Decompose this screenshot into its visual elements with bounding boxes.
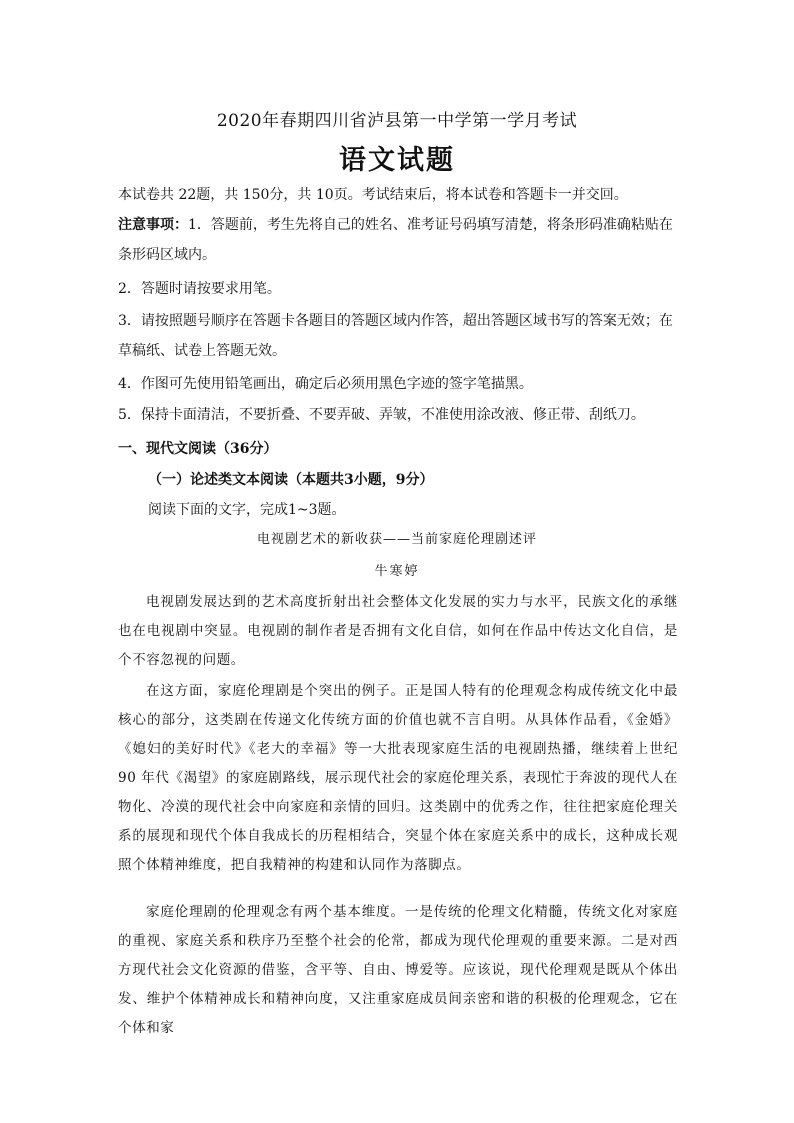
note-item-5: 5．保持卡面清洁，不要折叠、不要弄破、弄皱，不准使用涂改液、修正带、刮纸刀。 [118, 407, 645, 423]
article-paragraph-1: 电视剧发展达到的艺术高度折射出社会整体文化发展的实力与水平，民族文化的承继也在电视剧中突显。电视剧的制作者是否拥有文化自信，如何在作品中传达文化自信，是个不容忽视的问题。 [118, 594, 678, 668]
subsection-heading: （一）论述类文本阅读（本题共3小题，9分） [148, 472, 434, 488]
section-heading: 一、现代文阅读（36分） [118, 441, 278, 457]
exam-title: 2020年春期四川省泸县第一中学第一学月考试 [216, 111, 578, 131]
article-author: 牛寒婷 [374, 564, 420, 579]
note-item-4: 4．作图可先使用铅笔画出，确定后必须用黑色字迹的签字笔描黑。 [118, 376, 533, 392]
exam-intro: 本试卷共 22题，共 150分，共 10页。考试结束后，将本试卷和答题卡一并交回。 [118, 187, 628, 203]
note-item-3: 3．请按照题号顺序在答题卡各题目的答题区域内作答，超出答题区域书写的答案无效；在草稿纸、试卷上答题无效。 [118, 313, 673, 359]
note-item-1 [118, 210, 678, 270]
exam-subject-title: 语文试题 [339, 145, 455, 176]
note-text-1: 1．答题前，考生先将自己的姓名、准考证号码填写清楚，将条形码准确粘贴在条形码区域内。 [118, 217, 673, 263]
note-item-2: 2．答题时请按要求用笔。 [118, 281, 281, 297]
article-paragraph-2: 在这方面，家庭伦理剧是个突出的例子。正是国人特有的伦理观念构成传统文化中最核心的部分，这类剧在传递文化传统方面的价值也就不言自明。从具体作品看，《金婚》《媳妇的美好时代》《老大的幸福》等一大批表现家庭生活的电视剧热播，继续着上世纪 90 年代《渴望》的家庭剧路线，展示现代社会的家庭伦理关系，表现忙于奔波的现代人在物化、冷漠的现代社会中向家庭和亲情的回归。这类剧中的优秀之作，往往把家庭伦理关系的展现和现代个体自我成长的历程相结合，突显个体在家庭关系中的成长，这种成长观照个体精神维度，把自我精神的构建和认同作为落脚点。 [118, 683, 678, 873]
article-paragraph-3: 家庭伦理剧的伦理观念有两个基本维度。一是传统的伦理文化精髓，传统文化对家庭的重视、家庭关系和秩序乃至整个社会的伦常，都成为现代伦理观的重要来源。二是对西方现代社会文化资源的借鉴，含平等、自由、博爱等。应该说，现代伦理观是既从个体出发、维护个体精神成长和精神向度，又注重家庭成员间亲密和谐的积极的伦理观念，它在个体和家 [118, 904, 678, 1036]
note-label: 注意事项： [118, 217, 188, 233]
reading-instruction: 阅读下面的文字，完成1~3题。 [148, 502, 346, 518]
article-title: 电视剧艺术的新收获——当前家庭伦理剧述评 [256, 532, 537, 547]
